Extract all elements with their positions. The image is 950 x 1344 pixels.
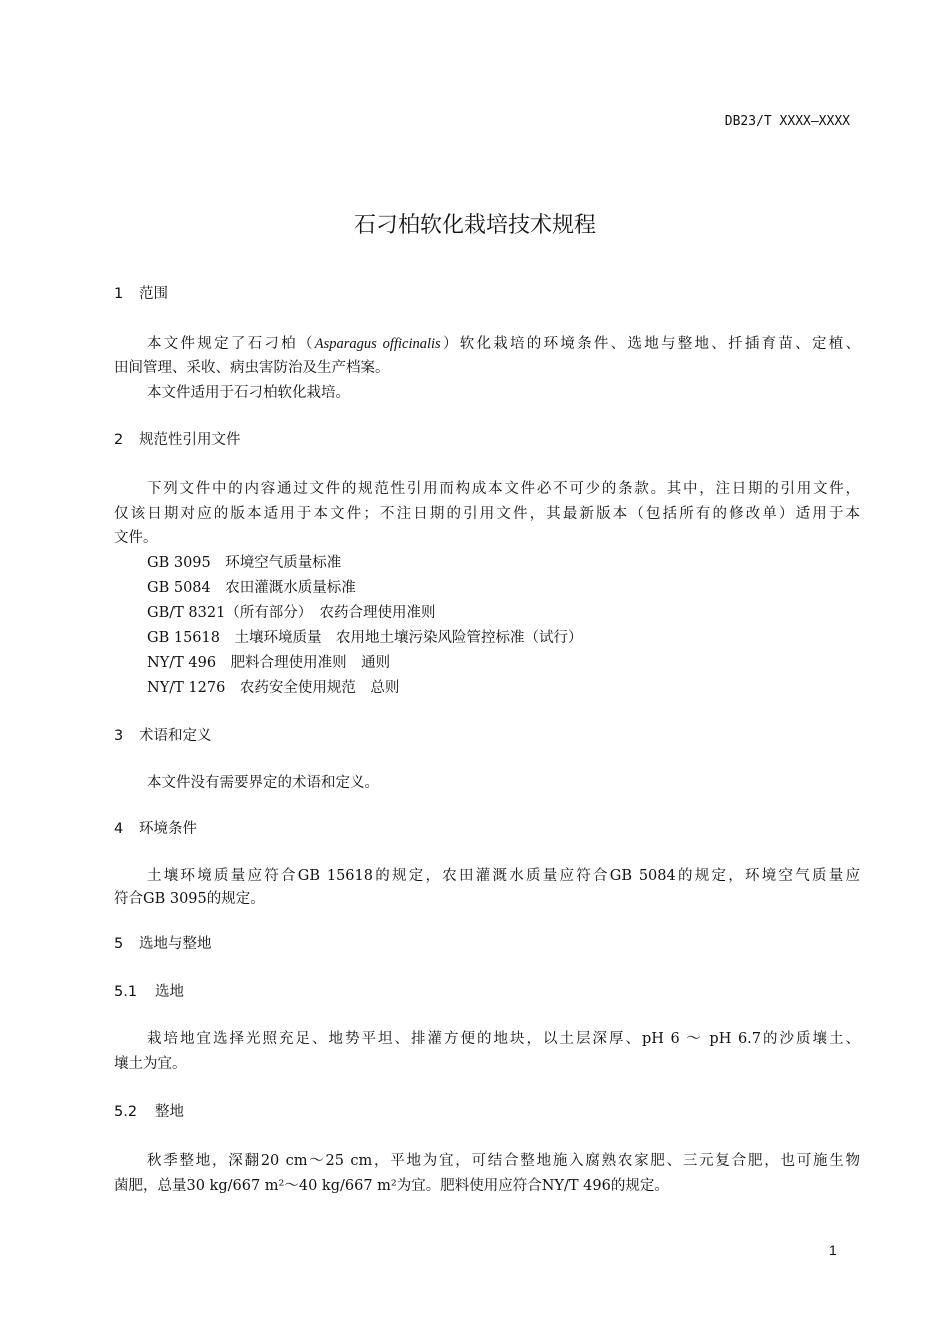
section-title: 规范性引用文件: [139, 432, 241, 448]
section-2-heading: [114, 430, 241, 450]
section-3-heading: [114, 726, 212, 746]
paragraph-line: 菌肥，总量30 kg/667 m²～40 kg/667 m²为宜。肥料使用应符合NY/T 496的规定。: [114, 1178, 669, 1194]
document-title: 石刁柏软化栽培技术规程: [353, 213, 596, 238]
paragraph-line: 栽培地宜选择光照充足、地势平坦、排灌方便的地块，以土层深厚、pH 6 ～ pH 6.7的沙质壤土、: [147, 1031, 860, 1047]
section-5-heading: [114, 934, 212, 954]
section-4-heading: [114, 819, 197, 839]
reference-item: NY/T 1276 农药安全使用规范 总则: [147, 680, 400, 696]
latin-name: Asparagus officinalis: [314, 336, 441, 352]
text: 本文件规定了石刁柏（: [147, 336, 315, 352]
paragraph-line: 文件。: [114, 530, 158, 546]
section-title: 术语和定义: [139, 728, 212, 744]
section-title: 环境条件: [139, 821, 197, 837]
reference-item: GB 3095 环境空气质量标准: [147, 555, 342, 571]
section-number: 4: [114, 821, 124, 837]
text: ）软化栽培的环境条件、选地与整地、扦插育苗、定植、: [440, 336, 860, 352]
page-number: 1: [829, 1242, 837, 1258]
section-title: 整地: [155, 1104, 184, 1120]
section-title: 范围: [139, 286, 168, 302]
paragraph-line: 田间管理、采收、病虫害防治及生产档案。: [114, 360, 390, 376]
paragraph-line: 下列文件中的内容通过文件的规范性引用而构成本文件必不可少的条款。其中，注日期的引用文件，: [147, 481, 860, 497]
section-title: 选地: [155, 984, 184, 1000]
paragraph-line: 仅该日期对应的版本适用于本文件；不注日期的引用文件，其最新版本（包括所有的修改单）适用于本: [114, 506, 860, 522]
document-code-header: DB23/T XXXX—XXXX: [724, 114, 850, 129]
paragraph-line: 壤土为宜。: [114, 1056, 187, 1072]
reference-item: GB/T 8321（所有部分） 农药合理使用准则: [147, 605, 436, 621]
section-5-1-heading: [114, 982, 184, 1002]
reference-item: GB 5084 农田灌溉水质量标准: [147, 580, 356, 596]
section-number: 2: [114, 432, 124, 448]
reference-item: GB 15618 土壤环境质量 农用地土壤污染风险管控标准（试行）: [147, 630, 583, 646]
section-number: 1: [114, 286, 124, 302]
section-1-heading: [114, 284, 168, 304]
paragraph-line: 本文件适用于石刁柏软化栽培。: [147, 385, 350, 401]
section-number: 5.2: [114, 1104, 138, 1120]
section-number: 5: [114, 936, 124, 952]
section-number: 5.1: [114, 984, 138, 1000]
reference-item: NY/T 496 肥料合理使用准则 通则: [147, 655, 391, 671]
paragraph-line: 本文件没有需要界定的术语和定义。: [147, 775, 379, 791]
section-number: 3: [114, 728, 124, 744]
paragraph-line: [147, 334, 860, 354]
paragraph-line: 秋季整地，深翻20 cm～25 cm，平地为宜，可结合整地施入腐熟农家肥、三元复合肥，也可施生物: [147, 1153, 860, 1169]
section-5-2-heading: [114, 1102, 184, 1122]
paragraph-line: 土壤环境质量应符合GB 15618的规定，农田灌溉水质量应符合GB 5084的规定，环境空气质量应: [147, 868, 860, 884]
paragraph-line: 符合GB 3095的规定。: [114, 891, 265, 907]
section-title: 选地与整地: [139, 936, 212, 952]
